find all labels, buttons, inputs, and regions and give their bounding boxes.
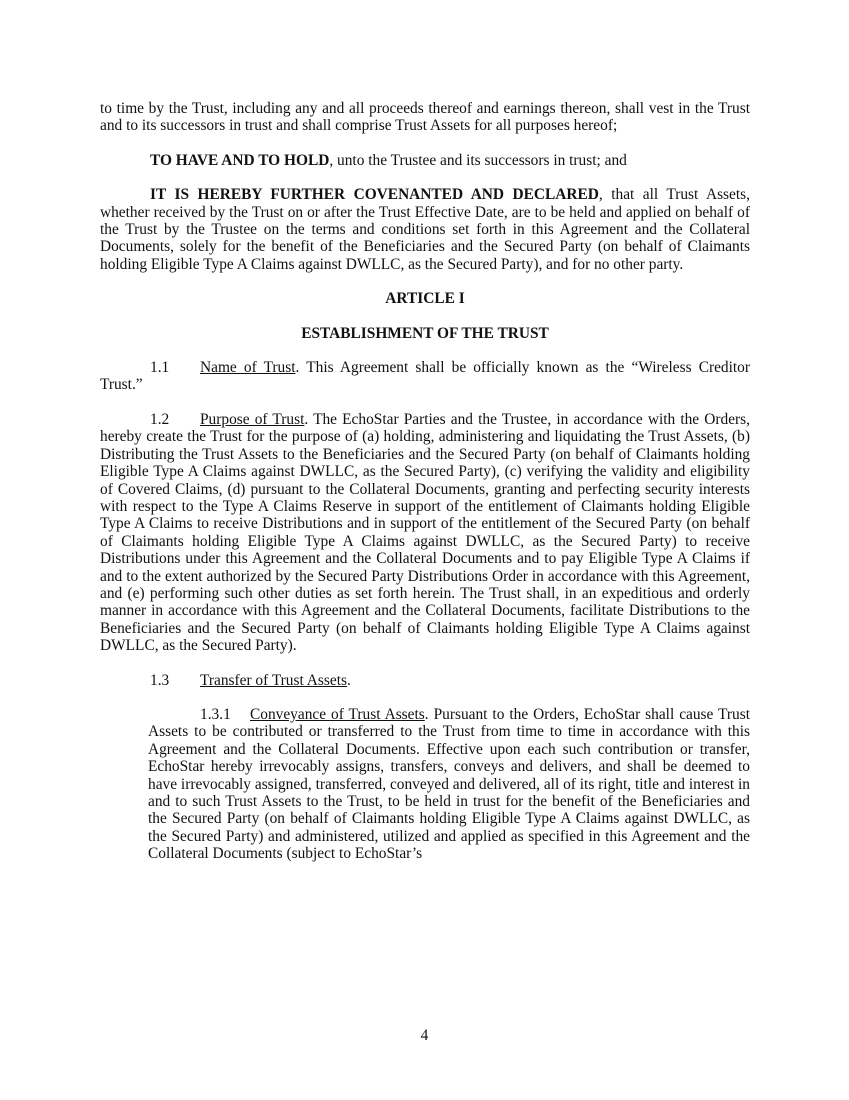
article-number: ARTICLE I	[385, 290, 465, 308]
article-title: ESTABLISHMENT OF THE TRUST	[301, 324, 549, 342]
subsection-body: . Pursuant to the Orders, EchoStar shall cause Trust Assets to be contributed or transferred to the Trust from time to time in accordance with this Agreement and the Collateral Documents. Effective upon each such contribution or transfer, EchoStar hereby irrevocably assigns, transfers, conveys and delivers, and shall be deemed to have irrevocably assigned, transferred, conveyed and delivered, all of its right, title and interest in and to such Trust Assets to the Trust, to be held in trust for the benefit of the Beneficiaries and the Secured Party (on behalf of Claimants holding Eligible Type A Claims against DWLLC, as the Secured Party) and administered, utilized and applied as specified in this Agreement and the Collateral Documents (subject to EchoStar’s	[148, 705, 750, 863]
section-heading: Transfer of Trust Assets	[200, 671, 347, 689]
document-page	[100, 100, 750, 863]
subsection-1-3-1	[148, 706, 750, 863]
habendum-lead: TO HAVE AND TO HOLD	[150, 151, 330, 169]
section-1-3	[100, 672, 750, 689]
section-body: . The EchoStar Parties and the Trustee, in accordance with the Orders, hereby create the Trust for the purpose of (a) holding, administering and liquidating the Trust Assets, (b) Distributing the Trust Assets to the Beneficiaries and the Secured Party (on behalf of Claimants holding Eligible Type A Claims against DWLLC, as the Secured Party), (c) verifying the validity and eligibility of Covered Claims, (d) pursuant to the Collateral Documents, granting and perfecting security interests with respect to the Type A Claims Reserve in support of the entitlement of Claimants holding Eligible Type A Claims to receive Distributions and in support of the entitlement of the Secured Party (on behalf of Claimants holding Eligible Type A Claims against DWLLC, as the Secured Party) to receive Distributions under this Agreement and the Collateral Documents and to pay Eligible Type A Claims if and to the extent authorized by the Secured Party Distributions Order in accordance with this Agreement, and (e) performing such other duties as set forth herein. The Trust shall, in an expeditious and orderly manner in accordance with this Agreement and the Collateral Documents, facilitate Distributions to the Beneficiaries and the Secured Party (on behalf of Claimants holding Eligible Type A Claims against DWLLC, as the Secured Party).	[100, 410, 751, 655]
section-number: 1.3	[150, 671, 170, 689]
habendum-text: , unto the Trustee and its successors in trust; and	[329, 151, 627, 169]
subsection-heading: Conveyance of Trust Assets	[250, 705, 425, 723]
section-number: 1.2	[150, 410, 170, 428]
section-heading: Purpose of Trust	[200, 410, 305, 428]
covenant-text: , that all Trust Assets, whether received by the Trust on or after the Trust Effective Date, are to be held and applied on behalf of the Trust by the Trustee on the terms and conditions set forth in this Agreement and the Collateral Documents, solely for the benefit of the Beneficiaries and the Secured Party (on behalf of Claimants holding Eligible Type A Claims against DWLLC, as the Secured Party), and for no other party.	[100, 186, 750, 273]
subsection-number: 1.3.1	[200, 705, 231, 723]
covenant-lead: IT IS HEREBY FURTHER COVENANTED AND DECLARED	[150, 186, 599, 204]
section-number: 1.1	[150, 359, 170, 377]
section-body: .	[346, 671, 351, 689]
section-heading: Name of Trust	[200, 359, 296, 377]
section-body: . This Agreement shall be officially known as the “Wireless Creditor Trust.”	[100, 359, 750, 394]
intro-paragraph: to time by the Trust, including any and all proceeds thereof and earnings thereon, shall vest in the Trust and to its successors in trust and shall comprise Trust Assets for all purposes hereof;	[100, 100, 750, 135]
section-1-2	[100, 411, 750, 655]
covenant-paragraph	[100, 186, 750, 273]
habendum-paragraph	[100, 152, 750, 169]
page-number: 4	[420, 1027, 429, 1044]
section-1-1	[100, 359, 750, 394]
